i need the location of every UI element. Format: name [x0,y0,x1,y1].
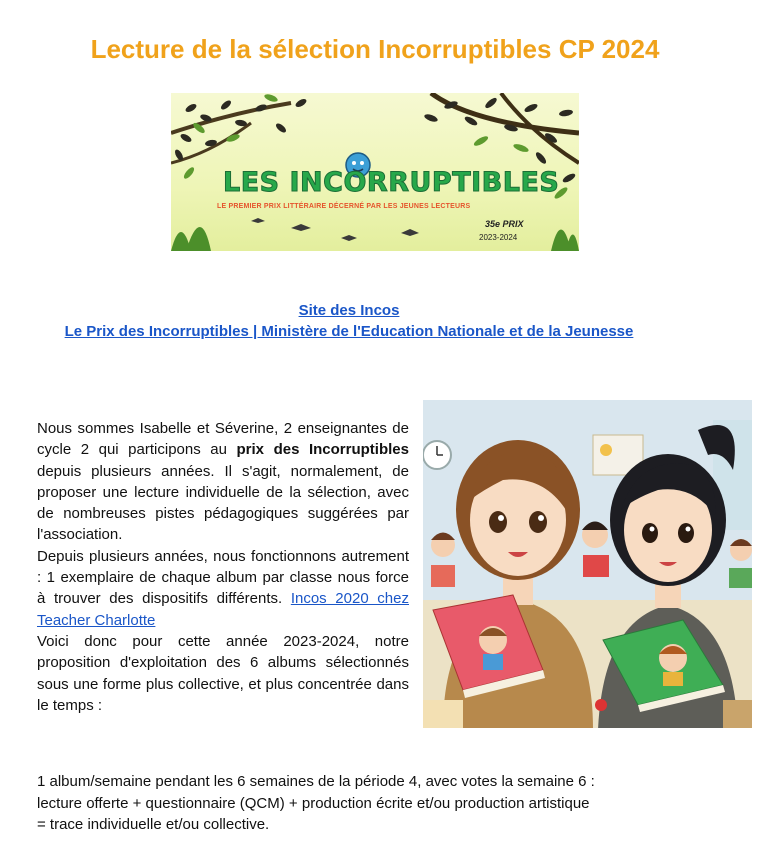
ministere-prix-link[interactable]: Le Prix des Incorruptibles | Ministère de l'Education Nationale et de la Jeunesse [64,323,634,340]
links-block [0,300,698,342]
schedule-line-3: = trace individuelle et/ou collective. [37,816,270,833]
intro-p1-bold: prix des Incorruptibles [236,441,409,459]
intro-paragraph-1 [37,418,409,546]
teachers-illustration-graphic [423,400,752,728]
intro-paragraph-2 [37,546,409,631]
schedule-line-2: lecture offerte + questionnaire (QCM) + production écrite et/ou production artistique [37,794,590,812]
intro-p1-end: depuis plusieurs années. Il s'agit, normalement, de proposer une lecture individuelle de la sélection, avec de nombreuses pistes pédagogiques suggérées par l'association. [37,462,409,544]
incorruptibles-banner-image [171,93,579,251]
site-incos-link[interactable]: Site des Incos [298,302,400,319]
intro-paragraph-3: Voici donc pour cette année 2023-2024, notre proposition d'exploitation des 6 albums sélectionnés sous une forme plus collective, et plus concentrée dans le temps : [37,632,409,714]
intro-text [37,418,409,716]
banner-tagline: LE PREMIER PRIX LITTÉRAIRE DÉCERNÉ PAR LES JEUNES LECTEURS [217,203,471,210]
banner-years: 2023-2024 [479,233,518,242]
schedule-text [37,771,757,836]
intro-p1-start: Nous sommes Isabelle et Séverine, 2 enseignantes de cycle 2 qui participons au [37,420,409,459]
page-title: Lecture de la sélection Incorruptibles CP 2024 [90,34,660,64]
intro-p2-text: Depuis plusieurs années, nous fonctionnons autrement : 1 exemplaire de chaque album par classe nous force à trouver des dispositifs différents. [37,547,409,608]
schedule-line-1: 1 album/semaine pendant les 6 semaines de la période 4, avec votes la semaine 6 : [37,773,595,790]
teachers-reading-illustration [423,400,752,728]
banner-prize: 35e PRIX [485,219,524,229]
banner-logo-text: LES INCORRUPTIBLES [223,167,560,198]
teacher-charlotte-link[interactable]: Incos 2020 chez Teacher Charlotte [37,590,409,629]
